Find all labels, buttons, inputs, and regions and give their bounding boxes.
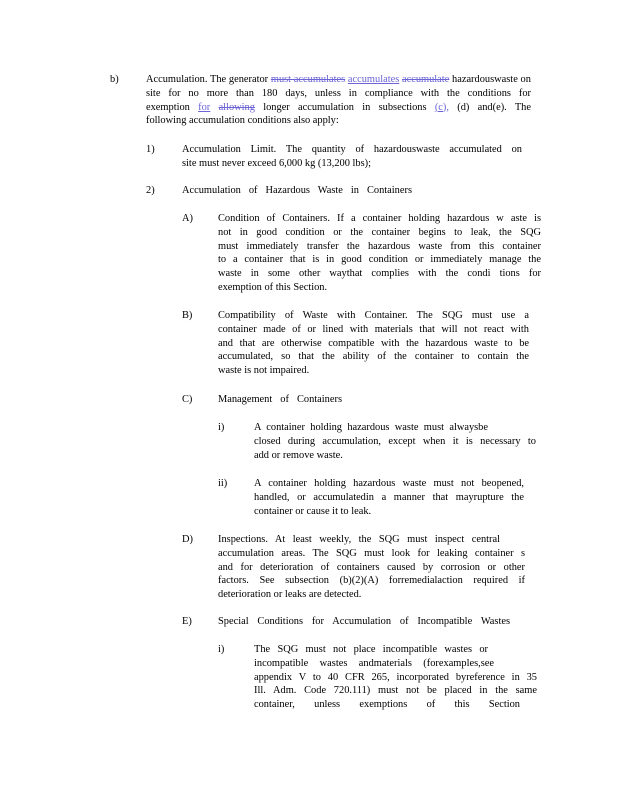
text-line: and for deterioration of containers caused by corrosion or other: [218, 561, 525, 573]
inserted-text: (c),: [434, 101, 449, 113]
item-text-2: [182, 184, 412, 198]
item-text-E-i: [254, 643, 537, 712]
text-line: accumulation areas. The SQG must look for leaking container s: [218, 547, 525, 559]
text-line: waste in some other waythat complies with the condi tions for: [218, 268, 541, 280]
item-text-1: [182, 143, 522, 171]
text-line: must immediately transfer the hazardous waste from this container: [218, 240, 541, 252]
text-line: site must never exceed 6,000 kg (13,200 lbs);: [182, 157, 372, 169]
text-line: A container holding hazardous waste must not beopened,: [254, 478, 524, 489]
text-line: Compatibility of Waste with Container. The SQG must use a: [218, 310, 529, 321]
text-line: container made of or lined with materials that will not react with: [218, 323, 529, 335]
text-line: A container holding hazardous waste must alwaysbe: [254, 422, 488, 433]
text-line: Management of Containers: [218, 394, 342, 405]
item-text-C-ii: [254, 477, 524, 518]
text-line: Accumulation. The generator must accumulates accumulates accumulate hazardouswaste on: [146, 74, 531, 85]
inserted-text: accumulates: [347, 74, 400, 85]
text-line: Condition of Containers. If a container holding hazardous w aste is: [218, 213, 541, 224]
item-text-B: [218, 309, 529, 378]
text-line: to a container that is in good condition or immediately manage the: [218, 254, 541, 266]
item-text-C-i: [254, 421, 536, 462]
item-label-C-ii: ii): [218, 478, 228, 489]
item-label-E: E): [182, 616, 192, 627]
deleted-text: accumulate: [401, 74, 450, 85]
text-line: site for no more than 180 days, unless in compliance with the conditions for: [146, 87, 531, 99]
item-text-b: [146, 73, 531, 128]
text-line: Special Conditions for Accumulation of Incompatible Wastes: [218, 616, 510, 627]
text-line: closed during accumulation, except when it is necessary to: [254, 435, 536, 447]
text-line: factors. See subsection (b)(2)(A) forremedialaction required if: [218, 575, 525, 587]
item-label-C-i: i): [218, 422, 225, 433]
deleted-text: allowing: [218, 101, 255, 113]
item-label-A: A): [182, 213, 193, 224]
text-line: container or cause it to leak.: [254, 505, 372, 517]
deleted-text: must accumulates: [270, 74, 346, 85]
text-line: handled, or accumulatedin a manner that mayrupture the: [254, 491, 524, 503]
item-text-C: [218, 393, 342, 407]
inserted-text: for: [198, 101, 211, 113]
text-line: add or remove waste.: [254, 449, 343, 461]
text-line: accumulated, so that the ability of the container to contain the: [218, 351, 529, 363]
item-text-E: [218, 615, 510, 629]
item-label-E-i: i): [218, 644, 225, 655]
item-text-D: [218, 533, 525, 602]
text-line: exemption for allowing longer accumulation in subsections (c), (d) and(e). The: [146, 101, 531, 113]
text-line: appendix V to 40 CFR 265, incorporated byreference in 35: [254, 671, 537, 683]
text-line: incompatible wastes andmaterials (forexamples,see: [254, 657, 494, 669]
text-line: Inspections. At least weekly, the SQG must inspect central: [218, 534, 500, 545]
text-line: not in good condition or the container begins to leak, the SQG: [218, 226, 541, 238]
item-label-2: 2): [146, 185, 155, 196]
item-label-C: C): [182, 394, 193, 405]
text-line: Accumulation of Hazardous Waste in Containers: [182, 185, 412, 196]
text-line: container, unless exemptions of this Section: [254, 699, 520, 711]
text-line: exemption of this Section.: [218, 281, 328, 293]
text-line: deterioration or leaks are detected.: [218, 589, 362, 601]
item-label-B: B): [182, 310, 193, 321]
text-line: The SQG must not place incompatible wastes or: [254, 644, 488, 655]
item-label-D: D): [182, 534, 193, 545]
text-line: waste is not impaired.: [218, 365, 310, 377]
text-line: Ill. Adm. Code 720.111) must not be placed in the same: [254, 685, 537, 697]
item-label-b: b): [110, 74, 119, 85]
text-line: Accumulation Limit. The quantity of hazardouswaste accumulated on: [182, 144, 522, 155]
item-text-A: [218, 212, 541, 295]
item-label-1: 1): [146, 144, 155, 155]
text-line: following accumulation conditions also apply:: [146, 115, 339, 127]
text-line: and that are otherwise compatible with the hazardous waste to be: [218, 337, 529, 349]
